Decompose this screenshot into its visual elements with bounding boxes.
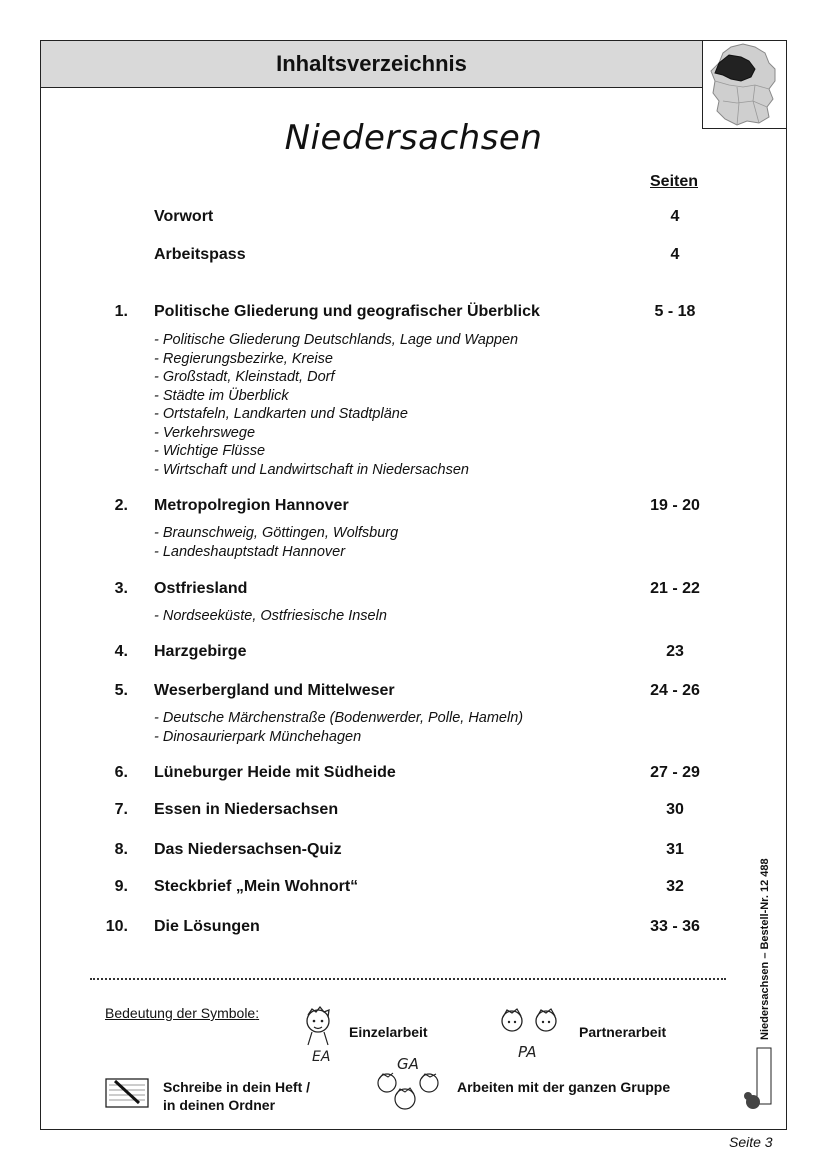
toc-row-pages: 4 [670, 246, 680, 263]
pages-column-header: Seiten [650, 173, 699, 190]
publisher-logo [743, 1046, 777, 1112]
toc-row-pages: 4 [670, 208, 680, 225]
partner-work-icon [494, 1003, 566, 1063]
page-number: Seite 3 [729, 1134, 773, 1150]
chapter-number: 10. [105, 918, 128, 935]
subtopic: - Regierungsbezirke, Kreise [154, 350, 333, 367]
chapter-number: 5. [114, 682, 128, 699]
chapter-title: Harzgebirge [154, 643, 247, 660]
chapter-pages: 21 - 22 [650, 580, 700, 597]
chapter-1-subtopics [154, 331, 518, 479]
legend-notebook-line1: Schreibe in dein Heft / [163, 1079, 311, 1095]
chapter-pages: 33 - 36 [650, 918, 700, 935]
chapter-number: 3. [114, 580, 128, 597]
chapter-number: 2. [114, 497, 128, 514]
legend-single-work: Einzelarbeit [349, 1024, 428, 1040]
subtopic: - Wirtschaft und Landwirtschaft in Niedersachsen [154, 461, 469, 478]
germany-map-icon [703, 41, 785, 127]
chapter-number: 7. [114, 801, 128, 818]
toc-header-title: Inhaltsverzeichnis [276, 51, 467, 76]
chapter-pages: 23 [666, 643, 684, 660]
subtopic: - Nordseeküste, Ostfriesische Inseln [154, 608, 387, 624]
chapter-pages: 19 - 20 [650, 497, 700, 514]
chapter-title: Die Lösungen [154, 918, 260, 935]
subtopic: - Landeshauptstadt Hannover [154, 543, 346, 560]
chapter-number: 6. [114, 764, 128, 781]
subtopic: - Verkehrswege [154, 424, 256, 441]
chapter-number: 9. [114, 878, 128, 895]
svg-text:EA: EA [312, 1049, 331, 1065]
chapter-number: 8. [114, 841, 128, 858]
svg-text:GA: GA [397, 1055, 419, 1073]
document-title: Niedersachsen [284, 118, 543, 158]
dotted-separator [90, 978, 726, 980]
toc-row-label: Arbeitspass [154, 246, 246, 263]
germany-map-box [702, 40, 787, 129]
subtopic: - Deutsche Märchenstraße (Bodenwerder, Polle, Hameln) [154, 710, 524, 726]
chapter-number: 1. [114, 303, 128, 320]
chapter-title: Steckbrief „Mein Wohnort“ [154, 878, 359, 895]
order-number-side-text: Niedersachsen – Bestell-Nr. 12 488 [759, 858, 771, 1040]
chapter-3-subtopics [154, 607, 387, 626]
legend-title: Bedeutung der Symbole: [105, 1005, 260, 1021]
chapter-title: Metropolregion Hannover [154, 497, 349, 514]
chapter-title: Politische Gliederung und geografischer Überblick [154, 303, 540, 320]
chapter-title: Lüneburger Heide mit Südheide [154, 764, 396, 781]
svg-text:PA: PA [518, 1043, 537, 1061]
chapter-number: 4. [114, 643, 128, 660]
legend-notebook-line2: in deinen Ordner [163, 1097, 276, 1113]
group-work-icon [373, 1053, 447, 1115]
single-work-icon [300, 1003, 340, 1065]
subtopic: - Großstadt, Kleinstadt, Dorf [154, 369, 335, 385]
legend-group-work: Arbeiten mit der ganzen Gruppe [457, 1079, 671, 1095]
chapter-5-subtopics [154, 709, 523, 746]
chapter-2-subtopics [154, 524, 398, 561]
chapter-title: Das Niedersachsen-Quiz [154, 841, 342, 858]
chapter-title: Weserbergland und Mittelweser [154, 682, 395, 699]
subtopic: - Ortstafeln, Landkarten und Stadtpläne [154, 406, 408, 422]
chapter-pages: 30 [666, 801, 684, 818]
subtopic: - Städte im Überblick [154, 387, 289, 404]
legend-partner-work: Partnerarbeit [579, 1024, 667, 1040]
chapter-pages: 32 [666, 878, 684, 895]
chapter-title: Essen in Niedersachsen [154, 801, 339, 818]
chapter-pages: 31 [666, 841, 684, 858]
subtopic: - Wichtige Flüsse [154, 443, 266, 459]
subtopic: - Dinosaurierpark Münchehagen [154, 728, 362, 745]
notebook-pen-icon [105, 1077, 149, 1109]
toc-header [40, 40, 703, 88]
chapter-pages: 24 - 26 [650, 682, 700, 699]
subtopic: - Politische Gliederung Deutschlands, Lage und Wappen [154, 332, 519, 348]
subtopic: - Braunschweig, Göttingen, Wolfsburg [154, 525, 399, 541]
chapter-pages: 27 - 29 [650, 764, 700, 781]
toc-row-label: Vorwort [154, 208, 214, 225]
chapter-title: Ostfriesland [154, 580, 248, 597]
legend-notebook [163, 1078, 310, 1114]
chapter-pages: 5 - 18 [654, 303, 696, 320]
